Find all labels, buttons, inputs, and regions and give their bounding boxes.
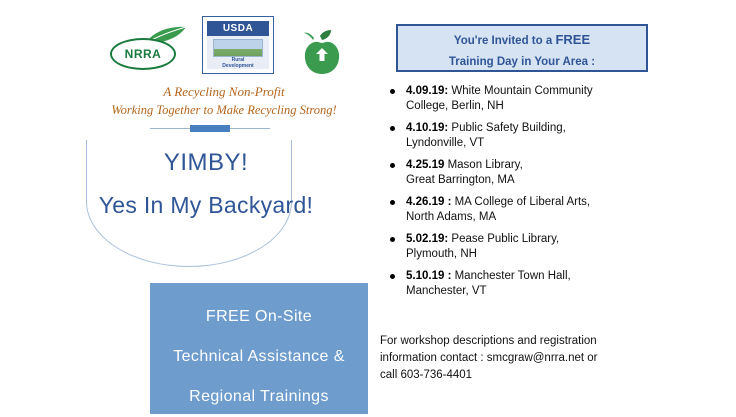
list-item bbox=[380, 84, 724, 114]
event-date: 4.25.19 bbox=[406, 159, 445, 171]
event-city: North Adams, MA bbox=[406, 211, 497, 223]
promo-line-3: Regional Trainings bbox=[189, 388, 329, 405]
nrra-oval bbox=[110, 38, 176, 70]
headline-line-2: Yes In My Backyard! bbox=[98, 192, 314, 218]
event-list bbox=[380, 84, 724, 306]
event-date: 5.10.19 : bbox=[406, 270, 452, 282]
apple-recycle-icon bbox=[300, 30, 344, 76]
right-column bbox=[368, 0, 736, 414]
nrra-logo bbox=[104, 26, 188, 72]
bullet-icon bbox=[390, 126, 395, 131]
event-date: 5.02.19: bbox=[406, 233, 449, 245]
nrra-label: NRRA bbox=[124, 47, 162, 61]
event-venue: Pease Public Library, bbox=[448, 233, 560, 245]
invite-line-1-text: You're Invited to a bbox=[453, 35, 556, 47]
contact-line-2: information contact : smcgraw@nrra.net or bbox=[380, 352, 598, 364]
contact-line-1: For workshop descriptions and registration bbox=[380, 335, 597, 347]
invite-free-word: FREE bbox=[555, 32, 591, 47]
invite-line-1 bbox=[398, 29, 646, 52]
contact-block bbox=[380, 333, 710, 384]
invite-line-2: Training Day in Your Area : bbox=[448, 56, 596, 68]
usda-logo bbox=[202, 16, 274, 74]
tagline bbox=[96, 82, 352, 120]
promo-text bbox=[150, 297, 368, 417]
promo-line-1: FREE On-Site bbox=[205, 308, 313, 325]
tagline-line-2: Working Together to Make Recycling Strong! bbox=[111, 103, 337, 117]
event-city: Plymouth, NH bbox=[406, 248, 477, 260]
left-column bbox=[0, 0, 368, 414]
bullet-icon bbox=[390, 163, 395, 168]
event-city: Great Barrington, MA bbox=[406, 174, 515, 186]
headline-line-1: YIMBY! bbox=[163, 149, 249, 176]
event-date: 4.10.19: bbox=[406, 122, 449, 134]
divider-bar bbox=[190, 125, 230, 132]
bullet-icon bbox=[390, 200, 395, 205]
event-city: College, Berlin, NH bbox=[406, 100, 504, 112]
usda-title: USDA bbox=[207, 21, 269, 36]
headline-block bbox=[56, 146, 356, 222]
usda-illustration bbox=[213, 39, 263, 57]
contact-line-3: call 603-736-4401 bbox=[380, 369, 473, 381]
event-venue: Public Safety Building, bbox=[448, 122, 566, 134]
bullet-icon bbox=[390, 237, 395, 242]
list-item bbox=[380, 121, 724, 151]
list-item bbox=[380, 269, 724, 299]
invite-banner bbox=[396, 24, 648, 72]
list-item bbox=[380, 232, 724, 262]
event-venue: Manchester Town Hall, bbox=[451, 270, 571, 282]
logo-row bbox=[104, 16, 344, 78]
event-venue: Mason Library, bbox=[444, 159, 523, 171]
list-item bbox=[380, 195, 724, 225]
event-venue: MA College of Liberal Arts, bbox=[451, 196, 591, 208]
bullet-icon bbox=[390, 274, 395, 279]
tagline-line-1: A Recycling Non-Profit bbox=[163, 84, 285, 99]
event-city: Lyndonville, VT bbox=[406, 137, 485, 149]
event-date: 4.09.19: bbox=[406, 85, 449, 97]
usda-subtitle: Rural Development bbox=[222, 57, 254, 69]
promo-panel bbox=[150, 283, 368, 414]
event-date: 4.26.19 : bbox=[406, 196, 452, 208]
list-item bbox=[380, 158, 724, 188]
usda-inner bbox=[207, 21, 269, 69]
bullet-icon bbox=[390, 89, 395, 94]
promo-line-2: Technical Assistance & bbox=[173, 348, 345, 365]
event-venue: White Mountain Community bbox=[448, 85, 593, 97]
event-city: Manchester, VT bbox=[406, 285, 487, 297]
divider bbox=[150, 124, 270, 134]
